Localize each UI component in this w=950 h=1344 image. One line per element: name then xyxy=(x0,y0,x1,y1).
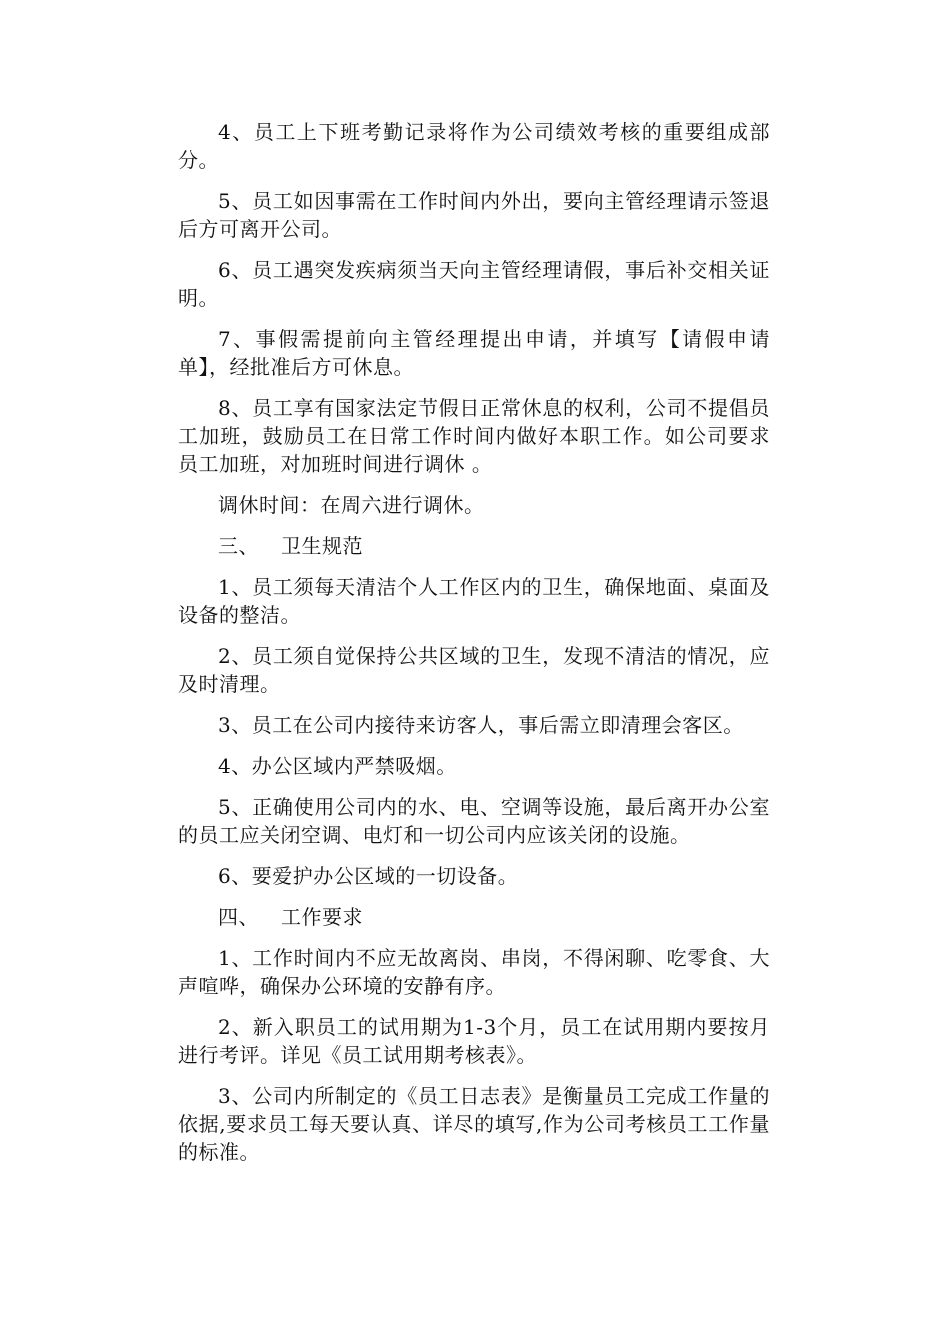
section-title: 工作要求 xyxy=(281,905,363,929)
section-title: 卫生规范 xyxy=(281,534,363,558)
section-heading-work-requirements xyxy=(178,903,770,931)
paragraph-holidays-overtime: 8、员工享有国家法定节假日正常休息的权利，公司不提倡员工加班，鼓励员工在日常工作时间内做好本职工作。如公司要求员工加班，对加班时间进行调休 。 xyxy=(178,396,770,476)
paragraph-personal-leave: 7、事假需提前向主管经理提出申请，并填写【请假申请单】，经批准后方可休息。 xyxy=(178,327,770,379)
section-number: 四、 xyxy=(218,905,259,929)
section-number: 三、 xyxy=(218,534,259,558)
paragraph-compensatory-time: 调休时间：在周六进行调休。 xyxy=(218,493,485,517)
hygiene-item: 4、办公区域内严禁吸烟。 xyxy=(218,754,457,778)
work-requirement-item: 1、工作时间内不应无故离岗、串岗，不得闲聊、吃零食、大声喧哗，确保办公环境的安静有序。 xyxy=(178,946,770,998)
paragraph-sick-leave: 6、员工遇突发疾病须当天向主管经理请假，事后补交相关证明。 xyxy=(178,258,770,310)
hygiene-item: 3、员工在公司内接待来访客人，事后需立即清理会客区。 xyxy=(218,713,744,737)
section-heading-hygiene xyxy=(178,532,770,560)
hygiene-item: 5、正确使用公司内的水、电、空调等设施，最后离开办公室的员工应关闭空调、电灯和一切公司内应该关闭的设施。 xyxy=(178,795,770,847)
hygiene-item: 1、员工须每天清洁个人工作区内的卫生，确保地面、桌面及设备的整洁。 xyxy=(178,575,770,627)
hygiene-item: 2、员工须自觉保持公共区域的卫生，发现不清洁的情况，应及时清理。 xyxy=(178,644,770,696)
hygiene-item: 6、要爱护办公区域的一切设备。 xyxy=(218,864,519,888)
work-requirement-item: 3、公司内所制定的《员工日志表》是衡量员工完成工作量的依据,要求员工每天要认真、详尽的填写,作为公司考核员工工作量的标准。 xyxy=(178,1084,770,1164)
paragraph-attendance-record: 4、员工上下班考勤记录将作为公司绩效考核的重要组成部分。 xyxy=(178,120,770,172)
work-requirement-item: 2、新入职员工的试用期为1-3个月，员工在试用期内要按月进行考评。详见《员工试用期考核表》。 xyxy=(178,1015,770,1067)
document-page xyxy=(178,118,770,1179)
paragraph-going-out: 5、员工如因事需在工作时间内外出，要向主管经理请示签退后方可离开公司。 xyxy=(178,189,770,241)
